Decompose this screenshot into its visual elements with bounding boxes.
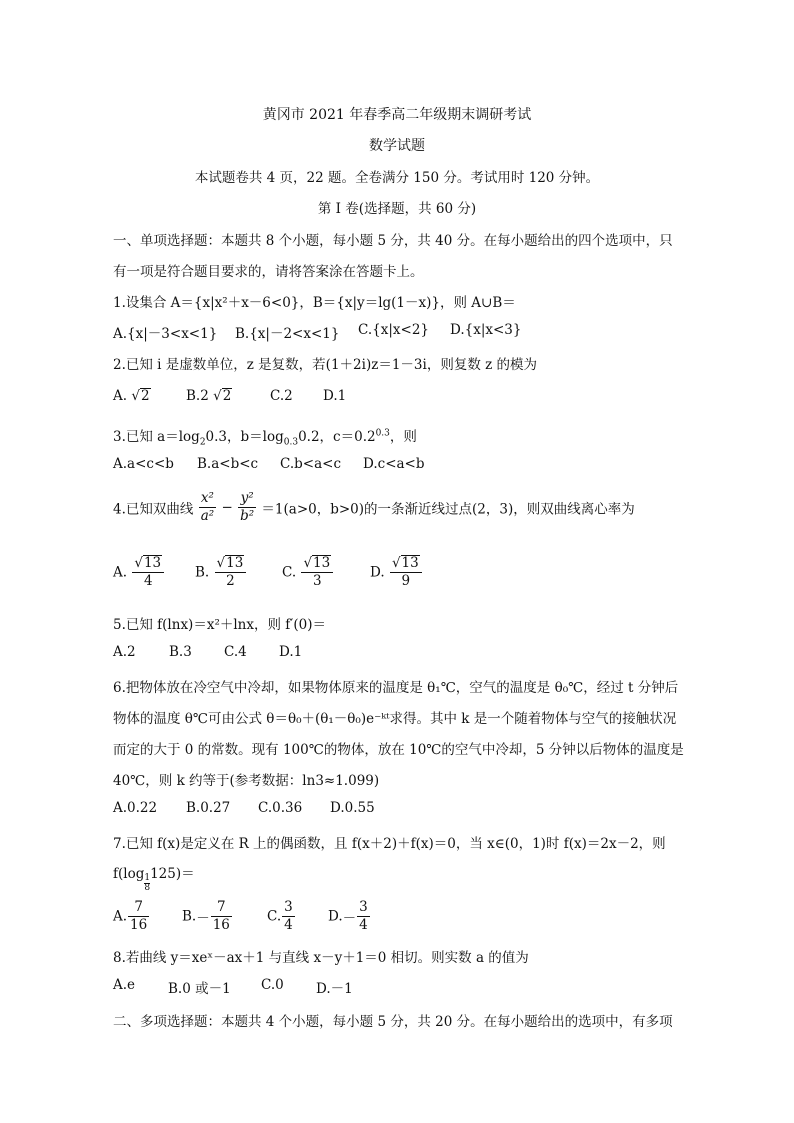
q3-option-d: D.c<a<b bbox=[363, 456, 425, 472]
q5-option-a: A.2 bbox=[113, 644, 136, 660]
q1-option-c: C.{x|x<2} bbox=[358, 322, 429, 338]
q7-option-d: D.－ $\frac{3}{4}$ bbox=[328, 899, 368, 933]
q5-option-b: B.3 bbox=[169, 644, 192, 660]
q6-line2: 物体的温度 θ℃可由公式 θ＝θ₀＋(θ₁－θ₀)e⁻ᵏᵗ求得。其中 k 是一个随着物体与空气的接触状况 bbox=[113, 711, 677, 727]
q8-option-b: B.0 或－1 bbox=[168, 981, 231, 997]
q3-stem: 3.已知 $a=\log_20.3$，$b=\log_{0.3}0.2$，$c=0.2^{0.3}$，则 bbox=[113, 428, 417, 448]
q8-stem: 8.若曲线 y＝xeˣ－ax＋1 与直线 x－y＋1＝0 相切。则实数 a 的值为 bbox=[113, 950, 529, 966]
q4-option-b: B. $\frac{√13}{2}$ bbox=[195, 555, 247, 590]
q7-option-c: C. $\frac{3}{4}$ bbox=[267, 899, 293, 933]
q7-line1: 7.已知 f(x)是定义在 R 上的偶函数，且 f(x＋2)＋f(x)＝0，当 x∈(0，1)时 f(x)＝2x－2，则 bbox=[113, 836, 666, 852]
q5-option-c: C.4 bbox=[224, 644, 247, 660]
q5-stem: 5.已知 f(lnx)＝x²＋lnx，则 f′(0)＝ bbox=[113, 617, 326, 633]
q4-option-d: D. $\frac{√13}{9}$ bbox=[370, 555, 423, 590]
q2-option-b: B.2 √2 bbox=[186, 388, 232, 404]
sqrt-symbol: √2 bbox=[213, 388, 232, 404]
q1-stem: 1.设集合 A＝{x|x²＋x－6<0}，B＝{x|y＝lg(1－x)}，则 A∪B＝ bbox=[113, 295, 516, 311]
q2-option-a: A. √2 bbox=[113, 388, 150, 404]
q1-option-d: D.{x|x<3} bbox=[450, 322, 522, 338]
q6-option-a: A.0.22 bbox=[113, 800, 158, 816]
q2-stem: 2.已知 i 是虚数单位，z 是复数，若(1＋2i)z＝1－3i，则复数 z 的模为 bbox=[113, 357, 538, 373]
q6-line4: 40℃，则 k 约等于(参考数据：ln3≈1.099) bbox=[113, 773, 380, 789]
q5-option-d: D.1 bbox=[279, 644, 303, 660]
q7-option-b: B.－ $\frac{7}{16}$ bbox=[182, 899, 230, 933]
q7-line2: f(log $\frac{1}{8}$ 125)＝ bbox=[113, 866, 195, 893]
q2-option-d: D.1 bbox=[323, 388, 347, 404]
sqrt-symbol: √2 bbox=[131, 388, 150, 404]
q8-option-c: C.0 bbox=[261, 977, 284, 993]
q7-option-a: A. $\frac{7}{16}$ bbox=[113, 899, 148, 933]
exam-info: 本试题卷共 4 页，22 题。全卷满分 150 分。考试用时 120 分钟。 bbox=[194, 170, 600, 186]
q6-option-b: B.0.27 bbox=[186, 800, 231, 816]
section1-intro-line1: 一、单项选择题：本题共 8 个小题，每小题 5 分，共 40 分。在每小题给出的四个选项中，只 bbox=[113, 233, 673, 249]
q6-option-d: D.0.55 bbox=[330, 800, 375, 816]
exam-title: 黄冈市 2021 年春季高二年级期末调研考试 bbox=[262, 107, 532, 123]
q6-option-c: C.0.36 bbox=[258, 800, 303, 816]
exam-subject: 数学试题 bbox=[369, 138, 425, 154]
q4-fraction-y: $\frac{\text{y²}}{\text{b²}}$ bbox=[240, 490, 255, 524]
q1-option-a: A.{x|－3<x<1} bbox=[113, 326, 218, 342]
q1-option-b: B.{x|－2<x<1} bbox=[235, 326, 340, 342]
part-heading: 第 I 卷(选择题，共 60 分) bbox=[317, 201, 477, 217]
q2-option-c: C.2 bbox=[270, 388, 293, 404]
section1-intro-line2: 有一项是符合题目要求的，请将答案涂在答题卡上。 bbox=[113, 264, 424, 280]
q8-option-d: D.－1 bbox=[316, 981, 353, 997]
q4-fraction-x: $\frac{\text{x²}}{\text{a²}}$ bbox=[200, 490, 215, 524]
q4-option-c: C. $\frac{√13}{3}$ bbox=[282, 555, 334, 590]
q3-option-b: B.a<b<c bbox=[197, 456, 259, 472]
q4-option-a: A. $\frac{√13}{4}$ bbox=[113, 555, 165, 590]
q6-line3: 而定的大于 0 的常数。现有 100℃的物体，放在 10℃的空气中冷却，5 分钟以后物体的温度是 bbox=[113, 742, 684, 758]
q6-line1: 6.把物体放在冷空气中冷却，如果物体原来的温度是 θ₁℃，空气的温度是 θ₀℃，经过 t 分钟后 bbox=[113, 680, 679, 696]
q3-option-a: A.a<c<b bbox=[113, 456, 174, 472]
section2-intro-line1: 二、多项选择题：本题共 4 个小题，每小题 5 分，共 20 分。在每小题给出的选项中，有多项 bbox=[113, 1014, 673, 1030]
q4-stem: 4.已知双曲线 $\frac{\text{x²}}{\text{a²}}$ − $\frac{\text{y²}}{\text{b²}}$ ＝1(a>0，b>0)的一条渐近线过点(2，3)，则双曲线离心率为 bbox=[113, 490, 635, 524]
q7-log-base: $\frac{1}{8}$ bbox=[144, 873, 151, 893]
q3-option-c: C.b<a<c bbox=[280, 456, 342, 472]
q8-option-a: A.e bbox=[113, 977, 136, 993]
